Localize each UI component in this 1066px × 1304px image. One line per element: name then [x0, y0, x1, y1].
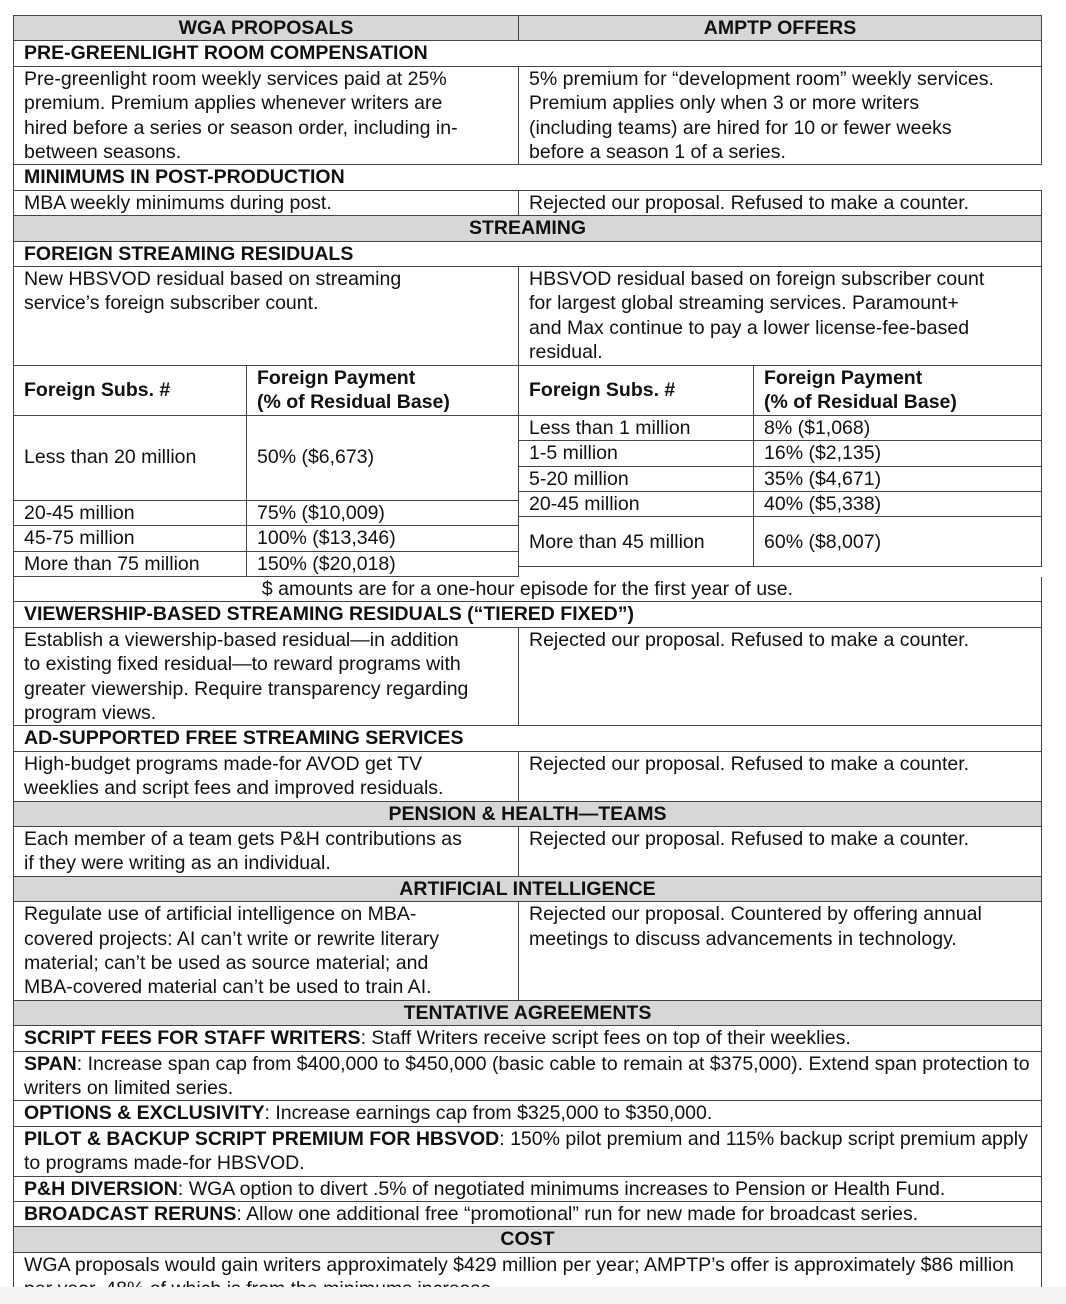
- list-item: [14, 1026, 1042, 1051]
- wga-foreign-subtable: [14, 366, 519, 577]
- section-title-avod: AD-SUPPORTED FREE STREAMING SERVICES: [14, 726, 1042, 751]
- wga-proposals-header: WGA PROPOSALS: [14, 16, 519, 41]
- list-item: [14, 1127, 1042, 1177]
- agreement-label: OPTIONS & EXCLUSIVITY: [24, 1102, 265, 1125]
- streaming-header: STREAMING: [14, 216, 1042, 241]
- agreement-text: : Staff Writers receive script fees on top of their weeklies.: [360, 1027, 851, 1050]
- table-row: [14, 526, 519, 551]
- negotiations-comparison-table: [13, 15, 1042, 1303]
- amptp-ai-text: Rejected our proposal. Countered by offering annual meetings to discuss advancements in technology.: [519, 902, 1042, 1001]
- section-title-ai: ARTIFICIAL INTELLIGENCE: [14, 877, 1042, 902]
- table-row: [14, 501, 519, 526]
- amptp-subs-cell: Less than 1 million: [519, 416, 754, 441]
- amptp-col-foreign-payment: Foreign Payment (% of Residual Base): [754, 366, 1042, 416]
- agreement-text: : WGA option to divert .5% of negotiated minimums increases to Pension or Health Fund.: [177, 1177, 946, 1200]
- wga-foreign-streaming-text: New HBSVOD residual based on streaming service’s foreign subscriber count.: [14, 267, 519, 366]
- cost-text: WGA proposals would gain writers approximately $429 million per year; AMPTP’s offer is approximately $86 million: [14, 1253, 1042, 1303]
- amptp-foreign-streaming-text: HBSVOD residual based on foreign subscriber count for largest global streaming services. Paramount+ and Max continue to pay a lower license-fee-based residual.: [519, 267, 1042, 366]
- section-row-pre-greenlight: [14, 67, 1042, 166]
- table-row: [14, 552, 519, 577]
- amptp-pay-cell: 16% ($2,135): [754, 441, 1042, 466]
- wga-pre-greenlight-text: Pre-greenlight room weekly services paid at 25% premium. Premium applies whenever writers are hired before a series or season order, including in- between seasons.: [14, 67, 519, 166]
- agreement-text: : 150% pilot premium and 115% backup script premium apply to programs made-for HBSVOD.: [24, 1127, 1028, 1175]
- amptp-pay-cell: 60% ($8,007): [754, 517, 1042, 567]
- section-row-pension-health: [14, 827, 1042, 877]
- amptp-subs-cell: 1-5 million: [519, 441, 754, 466]
- amptp-offers-header: AMPTP OFFERS: [519, 16, 1042, 41]
- section-row-foreign-streaming: [14, 267, 1042, 366]
- wga-pay-cell: 150% ($20,018): [247, 552, 519, 577]
- section-title-pre-greenlight: PRE-GREENLIGHT ROOM COMPENSATION: [14, 41, 1042, 66]
- amptp-pay-cell: 40% ($5,338): [754, 492, 1042, 517]
- section-row-avod: [14, 752, 1042, 802]
- table-row: [519, 517, 1042, 567]
- wga-subs-cell: 20-45 million: [14, 501, 247, 526]
- table-row: [14, 416, 519, 501]
- section-title-minimums-post: MINIMUMS IN POST-PRODUCTION: [14, 165, 1042, 190]
- wga-pay-cell: 100% ($13,346): [247, 526, 519, 551]
- list-item: [14, 1052, 1042, 1102]
- foreign-residual-subtables: [14, 366, 1042, 577]
- table-row: [519, 441, 1042, 466]
- amptp-avod-text: Rejected our proposal. Refused to make a counter.: [519, 752, 1042, 802]
- amptp-minimums-post-text: Rejected our proposal. Refused to make a counter.: [519, 191, 1042, 216]
- amptp-pension-health-text: Rejected our proposal. Refused to make a counter.: [519, 827, 1042, 877]
- wga-subs-cell: More than 75 million: [14, 552, 247, 577]
- wga-subs-cell: Less than 20 million: [14, 416, 247, 501]
- wga-pay-cell: 50% ($6,673): [247, 416, 519, 501]
- list-item: [14, 1101, 1042, 1126]
- foreign-residual-note: $ amounts are for a one-hour episode for the first year of use.: [14, 577, 1042, 602]
- wga-col-foreign-payment: Foreign Payment (% of Residual Base): [247, 366, 519, 416]
- wga-avod-text: High-budget programs made-for AVOD get TV weeklies and script fees and improved residuals.: [14, 752, 519, 802]
- amptp-pre-greenlight-text: 5% premium for “development room” weekly services. Premium applies only when 3 or more writers (including teams) are hired for 10 or fewer weeks before a season 1 of a series.: [519, 67, 1042, 166]
- wga-minimums-post-text: MBA weekly minimums during post.: [14, 191, 519, 216]
- section-row-ai: [14, 902, 1042, 1001]
- page-bottom-margin: [0, 1287, 1066, 1304]
- section-title-viewership: VIEWERSHIP-BASED STREAMING RESIDUALS (“TIERED FIXED”): [14, 602, 1042, 627]
- agreement-text: : Increase earnings cap from $325,000 to $350,000.: [264, 1102, 713, 1125]
- table-row: [519, 416, 1042, 441]
- agreement-text: : Increase span cap from $400,000 to $450,000 (basic cable to remain at $375,000). Extend span protection to writers on limited series.: [24, 1052, 1030, 1100]
- agreement-label: SCRIPT FEES FOR STAFF WRITERS: [24, 1027, 361, 1050]
- list-item: [14, 1177, 1042, 1202]
- section-row-minimums-post: [14, 191, 1042, 216]
- amptp-col-foreign-subs: Foreign Subs. #: [519, 366, 754, 416]
- list-item: [14, 1202, 1042, 1227]
- table-header-row: [14, 16, 1042, 41]
- amptp-viewership-text: Rejected our proposal. Refused to make a counter.: [519, 628, 1042, 727]
- amptp-pay-cell: 35% ($4,671): [754, 467, 1042, 492]
- amptp-subs-cell: 20-45 million: [519, 492, 754, 517]
- section-title-pension-health: PENSION & HEALTH—TEAMS: [14, 802, 1042, 827]
- amptp-foreign-subtable: [519, 366, 1042, 577]
- table-row: [519, 492, 1042, 517]
- section-title-row: [14, 165, 1042, 190]
- wga-subs-cell: 45-75 million: [14, 526, 247, 551]
- agreement-label: SPAN: [24, 1052, 77, 1075]
- wga-viewership-text: Establish a viewership-based residual—in addition to existing fixed residual—to reward programs with greater viewership. Require transparency regarding program views.: [14, 628, 519, 727]
- agreement-label: P&H DIVERSION: [24, 1177, 178, 1200]
- wga-col-foreign-subs: Foreign Subs. #: [14, 366, 247, 416]
- agreement-text: : Allow one additional free “promotional” run for new made for broadcast series.: [236, 1203, 919, 1226]
- wga-pay-cell: 75% ($10,009): [247, 501, 519, 526]
- wga-ai-text: Regulate use of artificial intelligence on MBA- covered projects: AI can’t write or rewrite literary material; can’t be used as source material; and MBA-covered material can’t be used to train AI.: [14, 902, 519, 1001]
- cost-header: COST: [14, 1227, 1042, 1252]
- amptp-subs-cell: 5-20 million: [519, 467, 754, 492]
- amptp-pay-cell: 8% ($1,068): [754, 416, 1042, 441]
- tentative-agreements-header: TENTATIVE AGREEMENTS: [14, 1001, 1042, 1026]
- agreement-label: PILOT & BACKUP SCRIPT PREMIUM FOR HBSVOD: [24, 1127, 500, 1150]
- section-row-viewership: [14, 628, 1042, 727]
- agreement-label: BROADCAST RERUNS: [24, 1203, 237, 1226]
- section-title-foreign-streaming: FOREIGN STREAMING RESIDUALS: [14, 242, 1042, 267]
- amptp-subs-cell: More than 45 million: [519, 517, 754, 567]
- wga-pension-health-text: Each member of a team gets P&H contributions as if they were writing as an individual.: [14, 827, 519, 877]
- table-row: [519, 467, 1042, 492]
